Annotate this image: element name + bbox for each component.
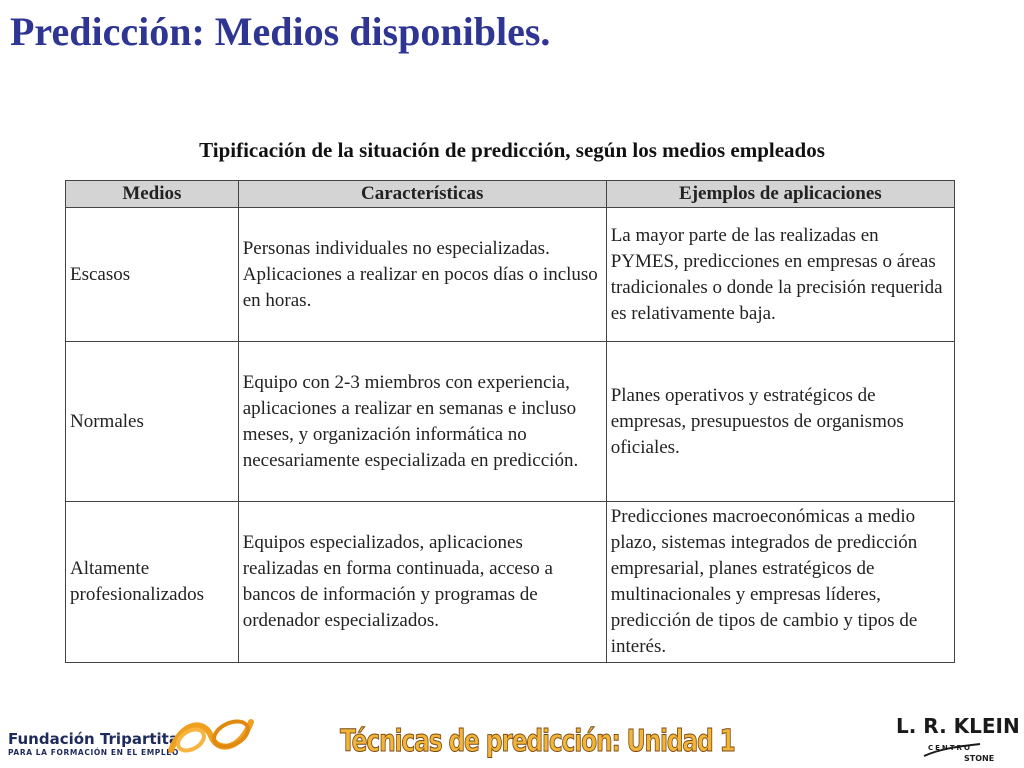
- cell-caracteristicas: Equipos especializados, aplicaciones realizadas en forma continuada, acceso a bancos de información y programas de ordenador especializados.: [238, 502, 606, 663]
- logo-name: Fundación Tripartita: [8, 730, 179, 748]
- cell-ejemplos: Predicciones macroeconómicas a medio plazo, sistemas integrados de predicción empresarial, planes estratégicos de multinacionales y empresas líderes, predicción de tipos de cambio y tipos de interés.: [606, 502, 954, 663]
- cell-medios: Escasos: [66, 208, 239, 342]
- lr-klein-logo: [896, 714, 1021, 766]
- klein-name: L. R. KLEIN: [896, 714, 1020, 738]
- table-row: [66, 208, 955, 342]
- table-row: [66, 502, 955, 663]
- klein-stone: STONE: [964, 754, 995, 763]
- table-row: [66, 342, 955, 502]
- typification-table: [65, 180, 955, 663]
- klein-centro: CENTRO: [928, 744, 972, 752]
- footer: [0, 700, 1024, 768]
- cell-medios: Normales: [66, 342, 239, 502]
- footer-title: Técnicas de predicción: Unidad 1: [340, 724, 735, 759]
- cell-caracteristicas: Equipo con 2-3 miembros con experiencia, aplicaciones a realizar en semanas e incluso meses, y organización informática no necesariamente especializada en predicción.: [238, 342, 606, 502]
- header-caracteristicas: Características: [238, 181, 606, 208]
- slide-title: Predicción: Medios disponibles.: [10, 9, 551, 54]
- cell-caracteristicas: Personas individuales no especializadas. Aplicaciones a realizar en pocos días o incluso en horas.: [238, 208, 606, 342]
- loop-icon: [165, 714, 257, 758]
- table-caption: Tipificación de la situación de predicción, según los medios empleados: [199, 138, 825, 162]
- cell-ejemplos: La mayor parte de las realizadas en PYMES, predicciones en empresas o áreas tradicionales o donde la precisión requerida es relativamente baja.: [606, 208, 954, 342]
- cell-medios: Altamente profesionalizados: [66, 502, 239, 663]
- logo-subtitle: PARA LA FORMACIÓN EN EL EMPLEO: [8, 748, 179, 757]
- header-ejemplos: Ejemplos de aplicaciones: [606, 181, 954, 208]
- table-header-row: [66, 181, 955, 208]
- fundacion-tripartita-logo: [8, 730, 179, 757]
- header-medios: Medios: [66, 181, 239, 208]
- cell-ejemplos: Planes operativos y estratégicos de empresas, presupuestos de organismos oficiales.: [606, 342, 954, 502]
